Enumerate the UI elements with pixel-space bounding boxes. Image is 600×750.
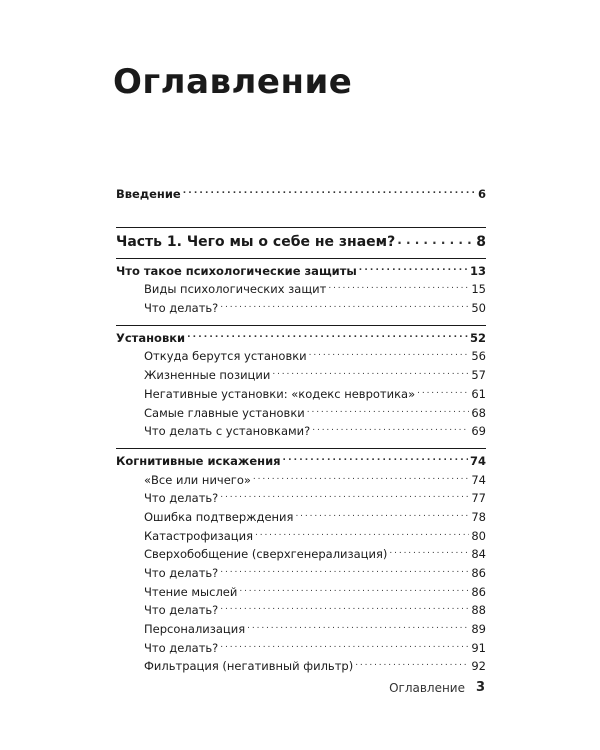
toc-entry-title: Самые главные установки [144, 405, 305, 420]
dot-leader [312, 423, 469, 435]
page-number: 3 [476, 680, 486, 695]
dot-leader [355, 658, 469, 670]
toc-entry-page: 86 [471, 584, 486, 599]
toc-entry-page: 74 [469, 453, 486, 468]
toc-entry-page: 74 [471, 472, 486, 487]
toc-subentry[interactable] [116, 423, 486, 442]
page-footer [0, 681, 600, 701]
toc-entry-title: Когнитивные искажения [116, 453, 281, 468]
table-of-contents [116, 186, 486, 677]
dot-leader [397, 234, 474, 246]
toc-entry-page: 13 [469, 263, 486, 278]
dot-leader [255, 528, 469, 540]
toc-entry-title: Что делать? [144, 566, 219, 580]
dot-leader [220, 640, 469, 652]
dot-leader [417, 386, 469, 398]
toc-subentry[interactable] [116, 565, 486, 584]
dot-leader [187, 330, 468, 342]
toc-entry-title: Катастрофизация [144, 528, 254, 543]
toc-entry-part-1[interactable] [116, 232, 486, 254]
toc-entry-page: 15 [471, 282, 486, 297]
toc-subentry[interactable] [116, 584, 486, 603]
dot-leader [295, 509, 469, 521]
toc-entry-title: Откуда берутся установки [144, 349, 307, 364]
dot-leader [247, 621, 469, 633]
dot-leader [220, 490, 469, 502]
toc-entry-intro[interactable] [116, 186, 486, 205]
toc-entry-page: 84 [471, 547, 486, 562]
dot-leader [272, 367, 469, 379]
toc-entry-title: Фильтрация (негативный фильтр) [144, 659, 354, 674]
toc-entry-title: Что делать? [144, 491, 219, 506]
page-title: Оглавление [113, 62, 353, 102]
toc-subentry[interactable] [116, 348, 486, 367]
toc-entry-page: 6 [477, 187, 486, 201]
running-footer-label: Оглавление [389, 681, 465, 695]
toc-subentry[interactable] [116, 490, 486, 509]
toc-entry-page: 61 [471, 386, 486, 401]
dot-leader [283, 453, 468, 465]
toc-entry-title: Что делать? [144, 640, 219, 655]
dot-leader [239, 584, 469, 596]
toc-entry-title: Ошибка подтверждения [144, 509, 294, 524]
toc-entry-title: Что делать? [144, 301, 219, 316]
toc-entry-page: 86 [471, 566, 486, 580]
toc-entry-page: 52 [469, 330, 486, 345]
toc-entry-page: 89 [471, 622, 486, 637]
toc-subentry[interactable] [116, 528, 486, 547]
dot-leader [220, 300, 469, 312]
toc-subentry[interactable] [116, 658, 486, 677]
toc-entry-page: 91 [471, 640, 486, 655]
toc-entry-page: 77 [471, 491, 486, 506]
dot-leader [253, 472, 469, 484]
toc-entry-title: Введение [116, 187, 181, 201]
toc-subentry[interactable] [116, 367, 486, 386]
toc-subentry[interactable] [116, 640, 486, 659]
toc-entry-title: Негативные установки: «кодекс невротика» [144, 386, 416, 401]
dot-leader [183, 186, 476, 198]
toc-subentry[interactable] [116, 621, 486, 640]
dot-leader [220, 565, 469, 577]
toc-entry-page: 69 [471, 424, 486, 439]
dot-leader [359, 263, 468, 275]
toc-subentry[interactable] [116, 386, 486, 405]
toc-entry-title: Персонализация [144, 622, 246, 637]
toc-subentry[interactable] [116, 281, 486, 300]
toc-entry-title: Что делать? [144, 603, 219, 618]
dot-leader [307, 405, 470, 417]
toc-entry-title: Виды психологических защит [144, 282, 327, 297]
dot-leader [389, 546, 469, 558]
toc-section-attitudes[interactable] [116, 330, 486, 349]
toc-entry-page: 88 [471, 603, 486, 618]
toc-entry-page: 50 [471, 301, 486, 316]
toc-subentry[interactable] [116, 472, 486, 491]
dot-leader [309, 348, 470, 360]
toc-entry-page: 78 [471, 509, 486, 524]
toc-subentry[interactable] [116, 602, 486, 621]
toc-subentry[interactable] [116, 300, 486, 319]
toc-entry-page: 8 [476, 233, 486, 250]
toc-subentry[interactable] [116, 546, 486, 565]
toc-entry-title: Что такое психологические защиты [116, 263, 357, 278]
toc-entry-page: 56 [471, 349, 486, 364]
dot-leader [220, 602, 469, 614]
toc-entry-title: Сверхобобщение (сверхгенерализация) [144, 547, 388, 562]
toc-entry-title: Чтение мыслей [144, 584, 238, 599]
toc-entry-title: «Все или ничего» [144, 472, 251, 487]
toc-section-psych-defenses[interactable] [116, 263, 486, 282]
toc-entry-title: Что делать с установками? [144, 424, 311, 439]
toc-entry-title: Жизненные позиции [144, 368, 271, 383]
toc-entry-page: 68 [471, 405, 486, 420]
toc-section-cognitive-distortions[interactable] [116, 453, 486, 472]
dot-leader [328, 281, 469, 293]
toc-entry-page: 57 [471, 368, 486, 383]
toc-entry-page: 92 [471, 659, 486, 674]
toc-subentry[interactable] [116, 509, 486, 528]
toc-subentry[interactable] [116, 405, 486, 424]
toc-entry-page: 80 [471, 528, 486, 543]
toc-entry-title: Установки [116, 330, 186, 345]
toc-entry-title: Часть 1. Чего мы о себе не знаем? [116, 233, 396, 250]
